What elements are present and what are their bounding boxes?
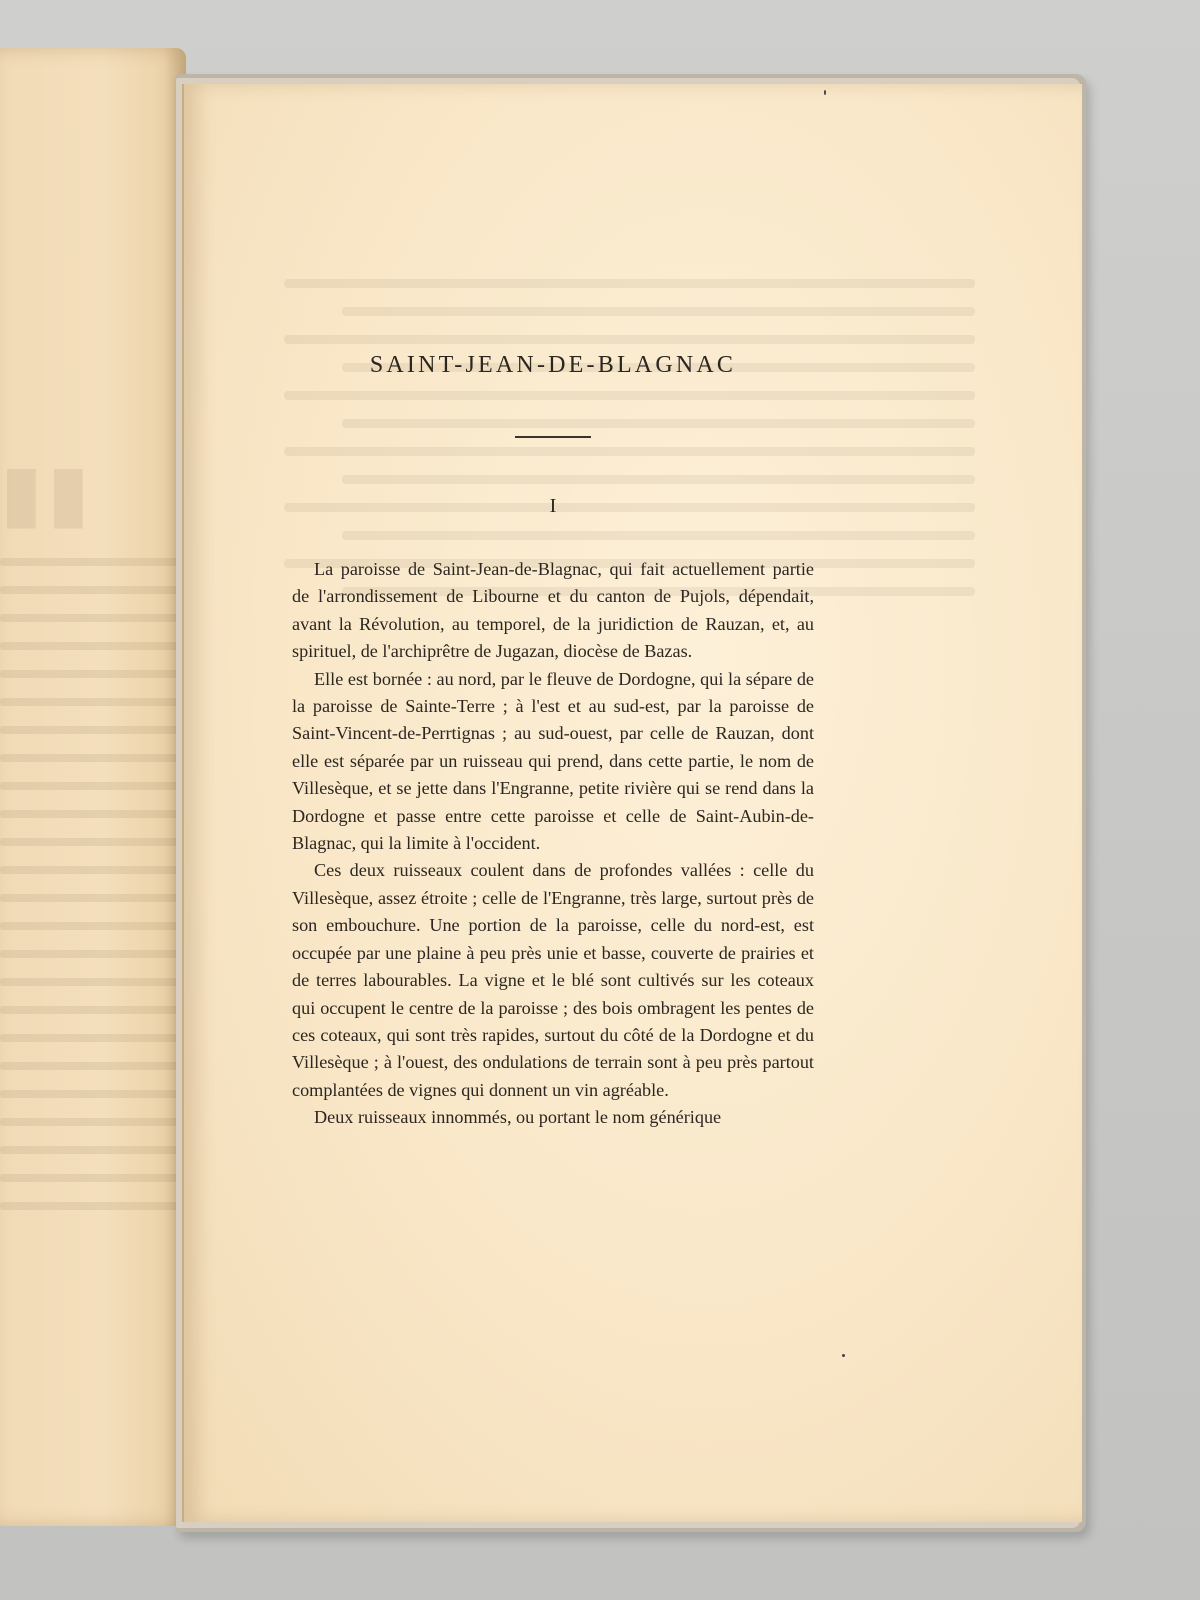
paragraph: Deux ruisseaux innommés, ou portant le nom générique [314, 1107, 722, 1128]
paragraph: La paroisse de Saint-Jean-de-Blagnac, qui fait actuellement partie de l'arrondissement de Libourne et du canton de Pujols, dépendait, avant la Révolution, au temporel, de la juridiction de Rauzan, et, au spirituel, de l'archiprêtre de Jugazan, diocèse de Bazas. [292, 559, 814, 662]
book-page [182, 84, 1082, 1522]
paper-speck [824, 90, 826, 95]
paragraph: Elle est bornée : au nord, par le fleuve de Dordogne, qui la sépare de la paroisse de Sainte-Terre ; à l'est et au sud-est, par la paroisse de Saint-Vincent-de-Perrtignas ; au sud-ouest, par celle de Rauzan, dont elle est séparée par un ruisseau qui prend, dans cette partie, le nom de Villesèque, et se jette dans l'Engranne, petite rivière qui se rend dans la Dordogne et passe entre cette paroisse et celle de Saint-Aubin-de-Blagnac, qui la limite à l'occident. [292, 668, 814, 854]
left-facing-page [0, 48, 186, 1526]
chapter-title: SAINT-JEAN-DE-BLAGNAC [369, 352, 737, 378]
title-rule [515, 436, 591, 438]
page-content [292, 350, 814, 1132]
body-text [292, 556, 814, 1132]
section-numeral: I [549, 495, 557, 517]
paragraph: Ces deux ruisseaux coulent dans de profondes vallées : celle du Villesèque, assez étroite ; celle de l'Engranne, très large, surtout près de son embouchure. Une portion de la paroisse, celle du nord-est, est occupée par une plaine à peu près unie et basse, couverte de prairies et de terres labourables. La vigne et le blé sont cultivés sur les coteaux qui occupent le centre de la paroisse ; des bois ombragent les pentes de ces coteaux, qui sont très rapides, surtout du côté de la Dordogne et du Villesèque ; à l'ouest, des ondulations de terrain sont à peu près partout complantées de vignes qui donnent un vin agréable. [292, 860, 814, 1100]
paper-speck [842, 1354, 845, 1357]
